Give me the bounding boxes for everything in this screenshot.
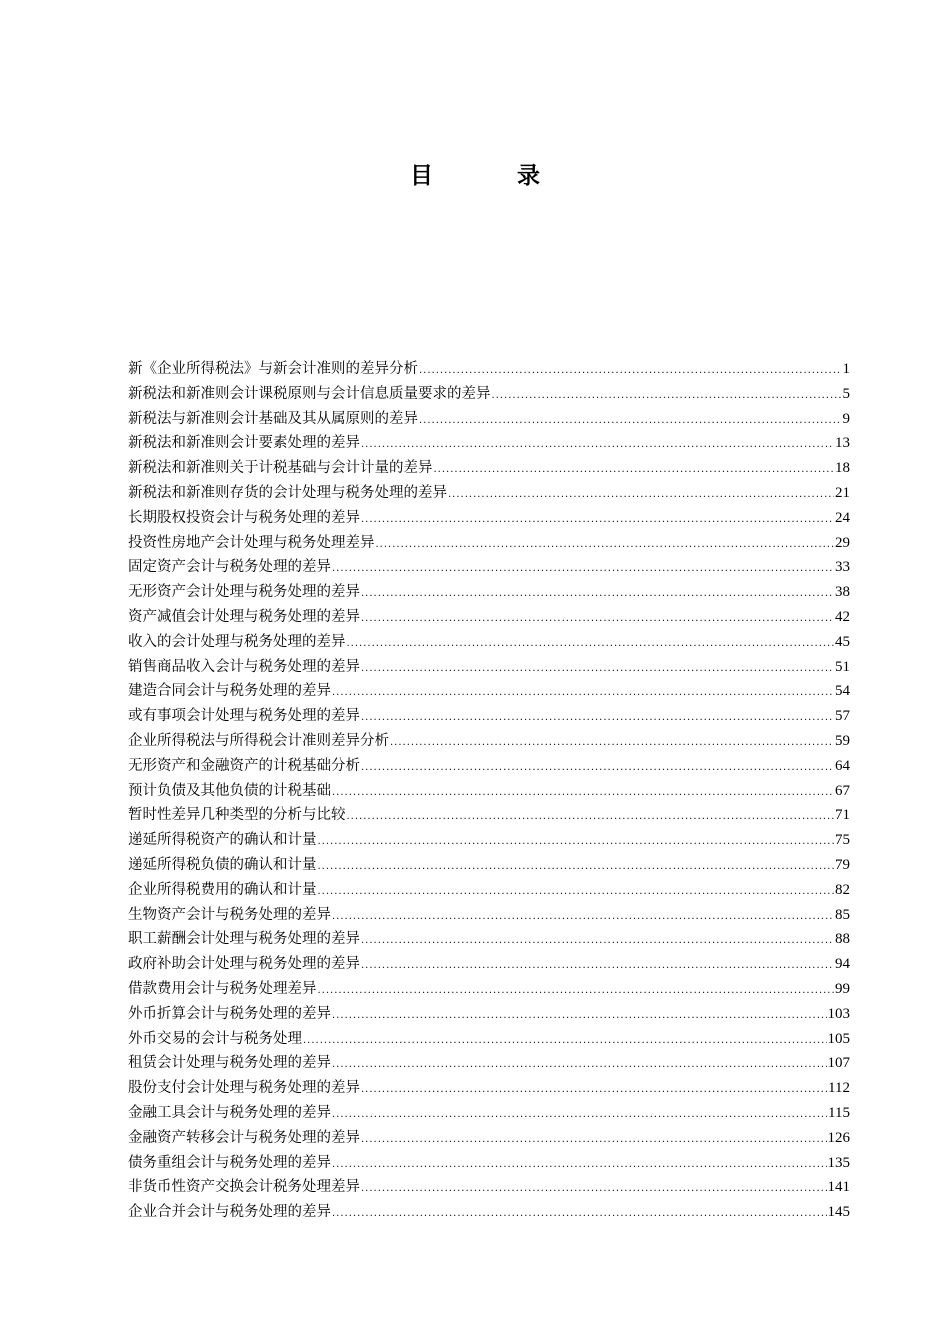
toc-entry-title: 递延所得税资产的确认和计量 <box>128 832 317 849</box>
toc-entry-page-number: 112 <box>828 1080 850 1097</box>
toc-dot-leader <box>318 855 835 880</box>
toc-entry-title: 新税法和新准则会计课税原则与会计信息质量要求的差异 <box>128 385 491 402</box>
toc-entry[interactable] <box>128 1151 850 1176</box>
toc-entry-page-number: 59 <box>835 732 850 749</box>
toc-entry[interactable] <box>128 1027 850 1052</box>
toc-entry-title: 投资性房地产会计处理与税务处理差异 <box>128 534 375 551</box>
toc-entry-title: 企业所得税法与所得税会计准则差异分析 <box>128 732 389 749</box>
toc-entry-page-number: 9 <box>842 410 850 427</box>
toc-entry[interactable] <box>128 555 850 580</box>
toc-entry-page-number: 71 <box>835 807 850 824</box>
toc-dot-leader <box>318 830 835 855</box>
toc-entry[interactable] <box>128 704 850 729</box>
toc-entry-page-number: 5 <box>842 385 850 402</box>
toc-entry-title: 企业合并会计与税务处理的差异 <box>128 1204 331 1221</box>
toc-dot-leader <box>361 954 834 979</box>
toc-entry-page-number: 21 <box>835 484 850 501</box>
toc-entry-page-number: 82 <box>835 881 850 898</box>
toc-entry[interactable] <box>128 903 850 928</box>
toc-entry[interactable] <box>128 977 850 1002</box>
toc-entry-title: 销售商品收入会计与税务处理的差异 <box>128 658 360 675</box>
toc-dot-leader <box>332 557 834 582</box>
toc-entry[interactable] <box>128 1076 850 1101</box>
toc-entry[interactable] <box>128 580 850 605</box>
toc-dot-leader <box>332 1202 827 1227</box>
toc-entry-page-number: 33 <box>835 559 850 576</box>
toc-entry-page-number: 79 <box>835 856 850 873</box>
toc-entry[interactable] <box>128 382 850 407</box>
toc-dot-leader <box>419 409 842 434</box>
toc-entry-title: 建造合同会计与税务处理的差异 <box>128 683 331 700</box>
toc-entry-title: 收入的会计处理与税务处理的差异 <box>128 633 346 650</box>
toc-entry-page-number: 145 <box>827 1204 850 1221</box>
toc-entry-page-number: 85 <box>835 906 850 923</box>
toc-entry-title: 金融资产转移会计与税务处理的差异 <box>128 1129 360 1146</box>
toc-entry[interactable] <box>128 605 850 630</box>
toc-dot-leader <box>361 929 834 954</box>
toc-entry-page-number: 54 <box>835 683 850 700</box>
toc-entry[interactable] <box>128 779 850 804</box>
toc-entry[interactable] <box>128 1101 850 1126</box>
toc-entry-title: 政府补助会计处理与税务处理的差异 <box>128 956 360 973</box>
toc-dot-leader <box>332 1103 827 1128</box>
toc-entry-page-number: 24 <box>835 509 850 526</box>
toc-entry-page-number: 107 <box>827 1055 850 1072</box>
toc-dot-leader <box>332 1004 827 1029</box>
toc-dot-leader <box>332 905 834 930</box>
toc-entry[interactable] <box>128 679 850 704</box>
toc-entry-page-number: 51 <box>835 658 850 675</box>
toc-dot-leader <box>303 1029 827 1054</box>
toc-entry[interactable] <box>128 803 850 828</box>
toc-entry-title: 生物资产会计与税务处理的差异 <box>128 906 331 923</box>
toc-entry[interactable] <box>128 531 850 556</box>
toc-dot-leader <box>376 533 835 558</box>
toc-entry-page-number: 13 <box>835 435 850 452</box>
toc-entry-title: 债务重组会计与税务处理的差异 <box>128 1154 331 1171</box>
toc-entry-title: 递延所得税负债的确认和计量 <box>128 856 317 873</box>
toc-entry[interactable] <box>128 357 850 382</box>
toc-dot-leader <box>332 1153 827 1178</box>
toc-entry[interactable] <box>128 828 850 853</box>
toc-dot-leader <box>361 433 834 458</box>
toc-entry-title: 或有事项会计处理与税务处理的差异 <box>128 708 360 725</box>
toc-entry[interactable] <box>128 481 850 506</box>
toc-entry[interactable] <box>128 853 850 878</box>
toc-entry[interactable] <box>128 407 850 432</box>
toc-entry-title: 非货币性资产交换会计税务处理差异 <box>128 1179 360 1196</box>
toc-entry-page-number: 64 <box>835 757 850 774</box>
toc-entry-page-number: 42 <box>835 608 850 625</box>
toc-dot-leader <box>361 1128 827 1153</box>
toc-entry[interactable] <box>128 630 850 655</box>
toc-entry-title: 股份支付会计处理与税务处理的差异 <box>128 1080 360 1097</box>
toc-entry-title: 借款费用会计与税务处理差异 <box>128 980 317 997</box>
toc-entry-page-number: 135 <box>827 1154 850 1171</box>
toc-entry-page-number: 126 <box>827 1129 850 1146</box>
toc-dot-leader <box>492 384 842 409</box>
toc-entry-page-number: 38 <box>835 584 850 601</box>
toc-entry[interactable] <box>128 431 850 456</box>
toc-entry-page-number: 75 <box>835 832 850 849</box>
toc-entry-page-number: 115 <box>828 1104 850 1121</box>
toc-entry[interactable] <box>128 1051 850 1076</box>
toc-entry-title: 新税法和新准则存货的会计处理与税务处理的差异 <box>128 484 447 501</box>
toc-entry[interactable] <box>128 655 850 680</box>
toc-entry[interactable] <box>128 1126 850 1151</box>
toc-entry-page-number: 103 <box>827 1005 850 1022</box>
toc-entry-title: 长期股权投资会计与税务处理的差异 <box>128 509 360 526</box>
toc-entry-page-number: 94 <box>835 956 850 973</box>
toc-entry-page-number: 1 <box>842 361 850 377</box>
toc-entry[interactable] <box>128 927 850 952</box>
toc-entry-page-number: 67 <box>835 782 850 799</box>
toc-dot-leader <box>361 1177 827 1202</box>
toc-entry-title: 无形资产会计处理与税务处理的差异 <box>128 584 360 601</box>
toc-entry[interactable] <box>128 729 850 754</box>
toc-dot-leader <box>318 880 835 905</box>
toc-dot-leader <box>361 756 834 781</box>
page-title: 目 录 <box>409 163 578 189</box>
toc-entry-page-number: 88 <box>835 931 850 948</box>
toc-entry-title: 新税法与新准则会计基础及其从属原则的差异 <box>128 410 418 427</box>
toc-entry[interactable] <box>128 1200 850 1225</box>
toc-entry[interactable] <box>128 878 850 903</box>
toc-entry-title: 预计负债及其他负债的计税基础 <box>128 782 331 799</box>
toc-dot-leader <box>361 1078 827 1103</box>
toc-entry[interactable] <box>128 754 850 779</box>
toc-dot-leader <box>448 483 834 508</box>
toc-entry-title: 金融工具会计与税务处理的差异 <box>128 1104 331 1121</box>
toc-dot-leader <box>361 607 834 632</box>
toc-entry-title: 职工薪酬会计处理与税务处理的差异 <box>128 931 360 948</box>
toc-dot-leader <box>318 979 835 1004</box>
toc-entry-title: 租赁会计处理与税务处理的差异 <box>128 1055 331 1072</box>
toc-dot-leader <box>361 582 834 607</box>
toc-entry-page-number: 141 <box>827 1179 850 1196</box>
toc-entry-title: 企业所得税费用的确认和计量 <box>128 881 317 898</box>
toc-dot-leader <box>361 508 834 533</box>
toc-entry-title: 新税法和新准则会计要素处理的差异 <box>128 435 360 452</box>
toc-entry[interactable] <box>128 1002 850 1027</box>
toc-dot-leader <box>347 805 835 830</box>
toc-dot-leader <box>332 1053 827 1078</box>
toc-entry-title: 新《企业所得税法》与新会计准则的差异分析 <box>128 361 418 377</box>
toc-dot-leader <box>419 359 842 384</box>
toc-entry[interactable] <box>128 506 850 531</box>
toc-entry-page-number: 105 <box>827 1030 850 1047</box>
toc-entry-page-number: 45 <box>835 633 850 650</box>
toc-entry-title: 固定资产会计与税务处理的差异 <box>128 559 331 576</box>
toc-entry-page-number: 99 <box>835 980 850 997</box>
toc-entry-title: 外币交易的会计与税务处理 <box>128 1030 302 1047</box>
toc-dot-leader <box>332 781 834 806</box>
toc-dot-leader <box>361 706 834 731</box>
table-of-contents <box>128 357 850 1225</box>
toc-entry[interactable] <box>128 456 850 481</box>
toc-entry[interactable] <box>128 1175 850 1200</box>
toc-entry-title: 无形资产和金融资产的计税基础分析 <box>128 757 360 774</box>
toc-dot-leader <box>390 731 834 756</box>
toc-entry-page-number: 29 <box>835 534 850 551</box>
toc-dot-leader <box>361 657 834 682</box>
toc-entry-title: 暂时性差异几种类型的分析与比较 <box>128 807 346 824</box>
toc-entry-page-number: 18 <box>835 460 850 477</box>
toc-entry-title: 新税法和新准则关于计税基础与会计计量的差异 <box>128 460 433 477</box>
toc-dot-leader <box>347 632 835 657</box>
toc-entry-title: 外币折算会计与税务处理的差异 <box>128 1005 331 1022</box>
toc-dot-leader <box>332 681 834 706</box>
toc-entry-page-number: 57 <box>835 708 850 725</box>
toc-dot-leader <box>434 458 835 483</box>
toc-entry-title: 资产减值会计处理与税务处理的差异 <box>128 608 360 625</box>
toc-entry[interactable] <box>128 952 850 977</box>
